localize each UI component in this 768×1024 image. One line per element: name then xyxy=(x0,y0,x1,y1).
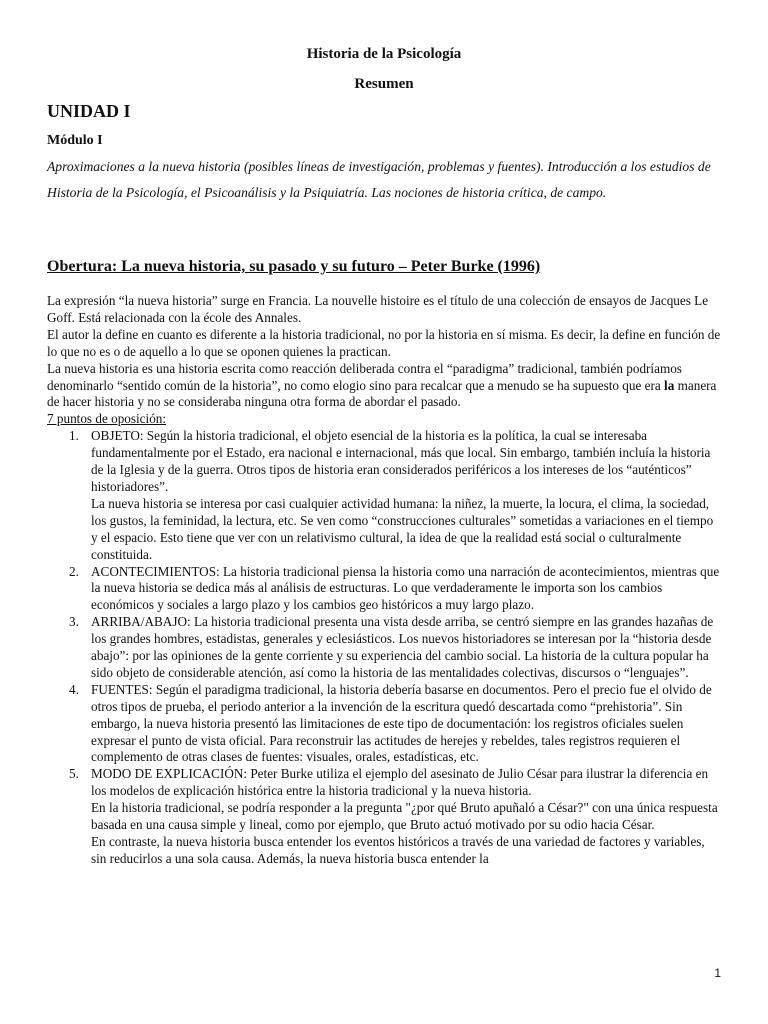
document-title: Historia de la Psicología xyxy=(306,46,462,62)
list-item-text: La nueva historia se interesa por casi cualquier actividad humana: la niñez, la muerte, la locura, el clima, la sociedad, los gustos, la feminidad, la lectura, etc. Se ven como “construcciones culturales” sometidas a variaciones en el tiempo y el espacio. Esto tiene que ver con un relativismo cultural, la idea de que la realidad está social o culturalmente constituida. xyxy=(91,495,714,562)
list-item xyxy=(47,428,723,563)
list-item-text: FUENTES: Según el paradigma tradicional, la historia debería basarse en documentos. Pero el precio fue el olvido de otros tipos de prueba, el periodo anterior a la invención de la escritura quedó descartada como “prehistoria”. Sin embargo, la nueva historia presentó las limitaciones de este tipo de documentación: los registros oficiales suelen expresar el punto de vista oficial. Para reconstruir las actitudes de herejes y rebeldes, tales registros requieren el complemento de otras clases de fuentes: visuales, orales, estadísticas, etc. xyxy=(91,681,712,765)
list-item xyxy=(47,564,723,615)
list-item-text: MODO DE EXPLICACIÓN: Peter Burke utiliza el ejemplo del asesinato de Julio César para ilustrar la diferencia en los modelos de explicación histórica entre la historia tradicional y la nueva historia. xyxy=(91,766,709,799)
list-item-number: 2. xyxy=(69,563,79,579)
list-item xyxy=(47,766,723,867)
module-intro: Aproximaciones a la nueva historia (posibles líneas de investigación, problemas y fuentes). Introducción a los estudios de Historia de la Psicología, el Psicoanálisis y la Psiquiatría. Las nociones de historia crítica, de campo. xyxy=(47,159,711,200)
list-item-number: 4. xyxy=(69,681,79,697)
emphasis-text: la xyxy=(664,377,675,393)
unit-heading: UNIDAD I xyxy=(47,101,131,121)
paragraph-text: manera de hacer historia y no se consideraba ninguna otra forma de abordar el pasado. xyxy=(47,377,717,410)
document-subtitle: Resumen xyxy=(354,76,414,92)
paragraph: El autor la define en cuanto es diferente a la historia tradicional, no por la historia en sí misma. Es decir, la define en función de lo que no es o de aquello a lo que se oponen quienes la practican. xyxy=(47,326,721,359)
module-heading: Módulo I xyxy=(47,133,103,148)
page-number: 1 xyxy=(714,966,721,980)
list-item-number: 5. xyxy=(69,766,79,782)
paragraph xyxy=(47,361,723,412)
list-item xyxy=(47,682,723,767)
paragraph: La expresión “la nueva historia” surge en Francia. La nouvelle histoire es el título de una colección de ensayos de Jacques Le Goff. Está relacionada con la école des Annales. xyxy=(47,293,709,325)
paragraph-text: La nueva historia es una historia escrita como reacción deliberada contra el “paradigma” tradicional, también podríamos denominarlo “sentido común de la historia”, no como elogio sino para recalcar que a menudo se ha supuesto que era xyxy=(47,360,682,393)
document-body xyxy=(47,293,723,868)
list-item-text: En contraste, la nueva historia busca entender los eventos históricos a través de una variedad de factores y variables, sin reducirlos a una sola causa. Además, la nueva historia busca entender la xyxy=(91,834,705,866)
list-item-text: OBJETO: Según la historia tradicional, el objeto esencial de la historia es la política, la cual se interesaba fundamentalmente por el Estado, era nacional e internacional, más que local. Sin embargo, también incluía la historia de la Iglesia y de la guerra. Otros tipos de historia eran considerados periféricos a los intereses de los “auténticos” historiadores”. xyxy=(91,428,711,494)
list-item-number: 1. xyxy=(69,428,79,444)
section-title: Obertura: La nueva historia, su pasado y su futuro – Peter Burke (1996) xyxy=(47,258,541,275)
list-item-text: En la historia tradicional, se podría responder a la pregunta "¿por qué Bruto apuñaló a César?" con una única respuesta basada en una causa simple y lineal, como por ejemplo, que Bruto actuó motivado por su odio hacia César. xyxy=(91,800,718,833)
list-item xyxy=(47,614,723,682)
list-item-text: ARRIBA/ABAJO: La historia tradicional presenta una vista desde arriba, se centró siempre en las grandes hazañas de los grandes hombres, estadistas, generales y eclesiásticos. Los nuevos historiadores se interesan por la “historia desde abajo”: por las opiniones de la gente corriente y su experiencia del cambio social. La historia de la cultura popular ha sido objeto de considerable atención, así como la historia de las mentalidades colectivas, discursos o “lenguajes”. xyxy=(91,614,714,680)
points-heading: 7 puntos de oposición: xyxy=(47,411,167,427)
list-item-text: ACONTECIMIENTOS: La historia tradicional piensa la historia como una narración de acontecimientos, mientras que la nueva historia se dedica más al análisis de estructuras. Lo que verdaderamente le importa son los cambios económicos y sociales a largo plazo y los cambios geo históricos a muy largo plazo. xyxy=(91,563,720,613)
points-list xyxy=(47,428,723,868)
list-item-number: 3. xyxy=(69,614,79,630)
